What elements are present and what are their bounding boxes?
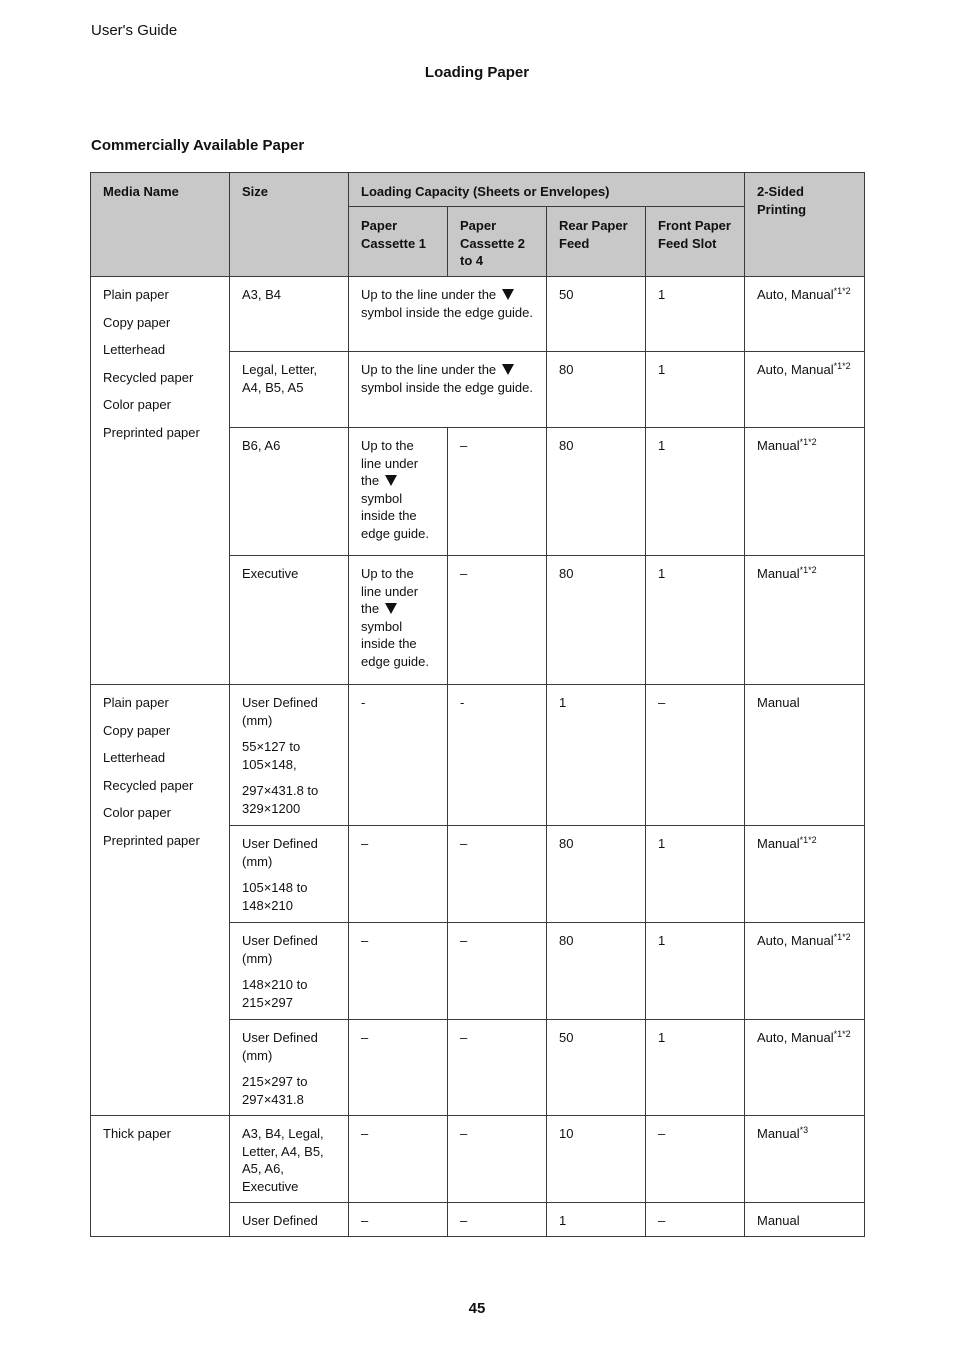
two-sided-cell: Manual	[745, 685, 865, 826]
size-cell: Legal, Letter, A4, B5, A5	[230, 352, 349, 428]
footnote-ref: *1*2	[799, 437, 817, 447]
section-title: Commercially Available Paper	[91, 137, 305, 154]
media-list-cell	[91, 1116, 230, 1237]
size-range: 148×210 to 215×297	[242, 977, 308, 1010]
cassette-2-4-cell: –	[448, 428, 547, 556]
cassette-1-cell: Up to the line under the symbol inside the edge guide.	[349, 556, 448, 685]
size-cell: A3, B4	[230, 277, 349, 352]
two-sided-cell: Manual	[745, 1203, 865, 1237]
rear-feed-cell: 80	[547, 352, 646, 428]
two-sided-cell: Auto, Manual$^{*1*2}$	[745, 352, 865, 428]
chapter-title: Loading Paper	[424, 64, 530, 81]
media-name: Copy paper	[103, 722, 171, 738]
front-feed-cell: –	[646, 685, 745, 826]
cassette-2-4-cell: –	[448, 923, 547, 1020]
cassette-1-cell: –	[349, 826, 448, 923]
header-media-name: Media Name	[91, 173, 230, 277]
media-name: Recycled paper	[103, 777, 194, 793]
footnote-ref: *1*2	[833, 1029, 851, 1039]
down-triangle-icon	[502, 289, 514, 300]
two-sided-cell: Auto, Manual$^{*1*2}$	[745, 1020, 865, 1116]
media-name: Letterhead	[103, 342, 166, 357]
size-cell: User Defined (mm) 55×127 to 105×148, 297×431.8 to 329×1200	[230, 685, 349, 826]
cassette-1-cell: –	[349, 923, 448, 1020]
rear-feed-cell: 80	[547, 826, 646, 923]
media-name: Preprinted paper	[103, 832, 200, 848]
media-name: Letterhead	[103, 750, 166, 765]
size-cell: User Defined	[230, 1203, 349, 1237]
cassette-capacity-cell: Up to the line under the symbol inside the edge guide.	[349, 277, 547, 352]
running-head: User's Guide	[91, 22, 178, 39]
footnote-ref: *1*2	[799, 835, 817, 845]
header-two-sided-printing: 2-Sided Printing	[745, 173, 865, 277]
size-cell: Executive	[230, 556, 349, 685]
size-cell: User Defined (mm) 105×148 to 148×210	[230, 826, 349, 923]
paper-capacity-table	[90, 172, 865, 1237]
rear-feed-cell: 10	[547, 1116, 646, 1203]
footnote-ref: *1*2	[833, 286, 851, 296]
cassette-2-4-cell: –	[448, 1203, 547, 1237]
cassette-2-4-cell: –	[448, 826, 547, 923]
size-range: 215×297 to 297×431.8	[242, 1074, 308, 1107]
two-sided-cell: Auto, Manual$^{*1*2}$	[745, 923, 865, 1020]
media-list-cell	[91, 685, 230, 1116]
two-sided-cell: Manual$^{*1*2}$	[745, 556, 865, 685]
table-header-row	[91, 173, 865, 207]
two-sided-cell: Auto, Manual$^{*1*2}$	[745, 277, 865, 352]
table-row	[91, 1116, 865, 1203]
size-cell: User Defined (mm) 215×297 to 297×431.8	[230, 1020, 349, 1116]
media-name: Color paper	[103, 397, 171, 412]
size-cell: A3, B4, Legal, Letter, A4, B5, A5, A6, Executive	[230, 1116, 349, 1203]
media-name: Thick paper	[103, 1126, 171, 1141]
down-triangle-icon	[385, 603, 397, 614]
rear-feed-cell: 80	[547, 923, 646, 1020]
cassette-2-4-cell: -	[448, 685, 547, 826]
front-feed-cell: 1	[646, 352, 745, 428]
cassette-1-cell: –	[349, 1116, 448, 1203]
media-name: Recycled paper	[103, 369, 194, 385]
header-paper-cassette-1: Paper Cassette 1	[349, 207, 448, 277]
rear-feed-cell: 50	[547, 277, 646, 352]
footnote-ref: *1*2	[799, 565, 817, 575]
table-row	[91, 277, 865, 352]
two-sided-cell: Manual$^{*3}$	[745, 1116, 865, 1203]
front-feed-cell: 1	[646, 826, 745, 923]
front-feed-cell: 1	[646, 428, 745, 556]
footnote-ref: *1*2	[833, 361, 851, 371]
size-cell: B6, A6	[230, 428, 349, 556]
cassette-1-cell: -	[349, 685, 448, 826]
media-list-cell	[91, 277, 230, 685]
rear-feed-cell: 50	[547, 1020, 646, 1116]
two-sided-cell: Manual$^{*1*2}$	[745, 428, 865, 556]
size-cell: User Defined (mm) 148×210 to 215×297	[230, 923, 349, 1020]
front-feed-cell: 1	[646, 1020, 745, 1116]
header-size: Size	[230, 173, 349, 277]
rear-feed-cell: 1	[547, 685, 646, 826]
cassette-2-4-cell: –	[448, 556, 547, 685]
down-triangle-icon	[385, 475, 397, 486]
footnote-ref: *3	[799, 1125, 809, 1135]
front-feed-cell: –	[646, 1203, 745, 1237]
table-row	[91, 685, 865, 826]
rear-feed-cell: 80	[547, 556, 646, 685]
size-range: 297×431.8 to 329×1200	[242, 783, 319, 816]
media-name: Copy paper	[103, 314, 171, 330]
cassette-capacity-cell: Up to the line under the symbol inside the edge guide.	[349, 352, 547, 428]
cassette-1-cell: –	[349, 1020, 448, 1116]
header-paper-cassette-2-4: Paper Cassette 2 to 4	[448, 207, 547, 277]
front-feed-cell: 1	[646, 556, 745, 685]
media-name: Plain paper	[103, 695, 169, 710]
front-feed-cell: –	[646, 1116, 745, 1203]
down-triangle-icon	[502, 364, 514, 375]
header-loading-capacity: Loading Capacity (Sheets or Envelopes)	[349, 173, 745, 207]
media-name: Preprinted paper	[103, 424, 200, 440]
media-name: Color paper	[103, 805, 171, 820]
header-front-paper-feed-slot: Front Paper Feed Slot	[646, 207, 745, 277]
two-sided-cell: Manual$^{*1*2}$	[745, 826, 865, 923]
cassette-2-4-cell: –	[448, 1116, 547, 1203]
cassette-1-cell: –	[349, 1203, 448, 1237]
front-feed-cell: 1	[646, 277, 745, 352]
rear-feed-cell: 80	[547, 428, 646, 556]
size-range: 105×148 to 148×210	[242, 880, 308, 913]
cassette-1-cell: Up to the line under the symbol inside the edge guide.	[349, 428, 448, 556]
media-name: Plain paper	[103, 287, 169, 302]
rear-feed-cell: 1	[547, 1203, 646, 1237]
header-rear-paper-feed: Rear Paper Feed	[547, 207, 646, 277]
footnote-ref: *1*2	[833, 932, 851, 942]
page-number: 45	[468, 1300, 486, 1317]
size-range: 55×127 to 105×148,	[242, 739, 301, 772]
front-feed-cell: 1	[646, 923, 745, 1020]
cassette-2-4-cell: –	[448, 1020, 547, 1116]
